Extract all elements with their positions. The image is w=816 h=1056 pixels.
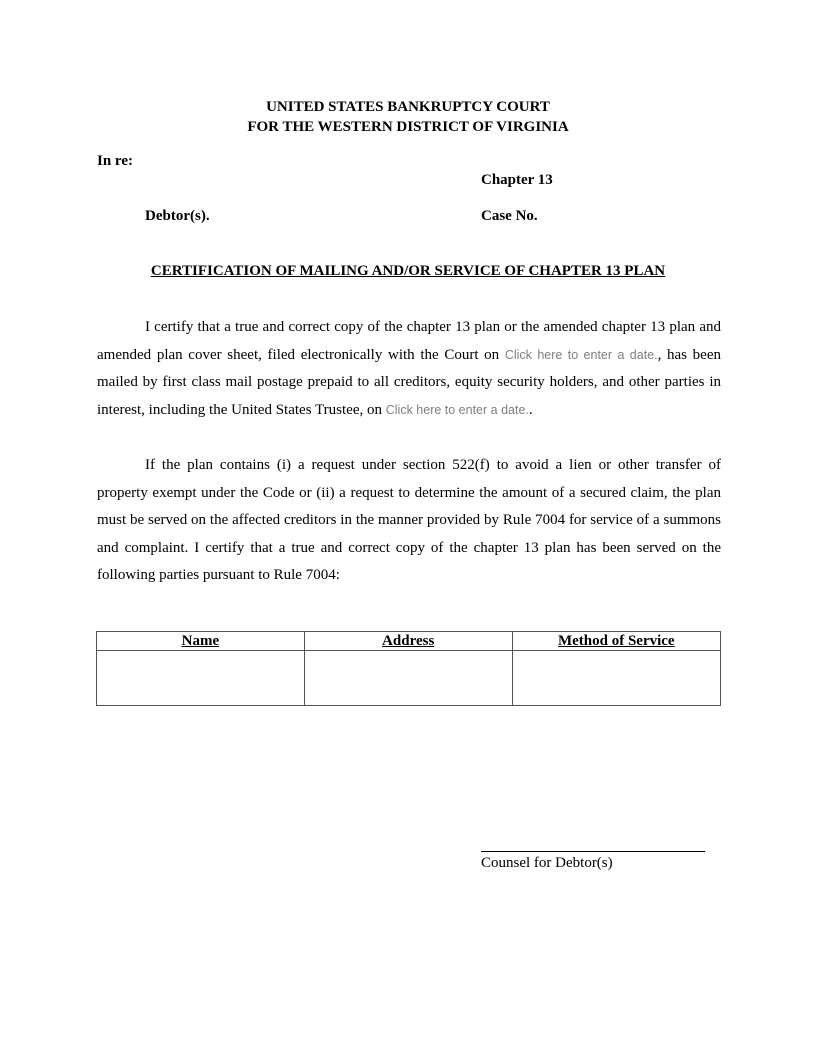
court-header <box>0 97 816 137</box>
document-title: CERTIFICATION OF MAILING AND/OR SERVICE OF CHAPTER 13 PLAN <box>150 263 666 279</box>
mailing-date-field[interactable]: Click here to enter a date. <box>385 402 529 417</box>
filing-date-field[interactable]: Click here to enter a date. <box>504 347 658 362</box>
paragraph-text: I certify that a true and correct copy of the chapter 13 plan or the amended chapter 13 plan and amended plan cover sheet, filed electronically with the Court on <box>97 319 721 363</box>
service-table <box>96 631 721 706</box>
signature-label: Counsel for Debtor(s) <box>481 855 613 871</box>
case-number-label: Case No. <box>481 208 538 224</box>
name-cell[interactable] <box>97 651 305 706</box>
service-paragraph: If the plan contains (i) a request under section 522(f) to avoid a lien or other transfer of property exempt under the Code or (ii) a request to determine the amount of a secured claim, the plan must be served on the affected creditors in the manner provided by Rule 7004 for service of a summons and complaint. I certify that a true and correct copy of the chapter 13 plan has been served on the following parties pursuant to Rule 7004: <box>97 457 721 584</box>
court-name: UNITED STATES BANKRUPTCY COURT <box>266 99 550 115</box>
court-district: FOR THE WESTERN DISTRICT OF VIRGINIA <box>247 119 569 135</box>
column-header-method: Method of Service <box>512 632 720 651</box>
paragraph-text: , has been mailed by first class mail postage prepaid to all creditors, equity security holders, and other parties in interest, including the United States Trustee, on <box>97 346 721 418</box>
chapter-label: Chapter 13 <box>481 172 553 188</box>
signature-line <box>481 851 705 852</box>
column-header-name: Name <box>97 632 305 651</box>
method-cell[interactable] <box>512 651 720 706</box>
table-header-row <box>97 632 721 651</box>
column-header-address: Address <box>304 632 512 651</box>
table-row <box>97 651 721 706</box>
in-re-label: In re: <box>97 153 133 169</box>
address-cell[interactable] <box>304 651 512 706</box>
certification-paragraph <box>97 314 721 424</box>
paragraph-text: . <box>528 401 533 418</box>
debtor-label: Debtor(s). <box>145 208 210 224</box>
